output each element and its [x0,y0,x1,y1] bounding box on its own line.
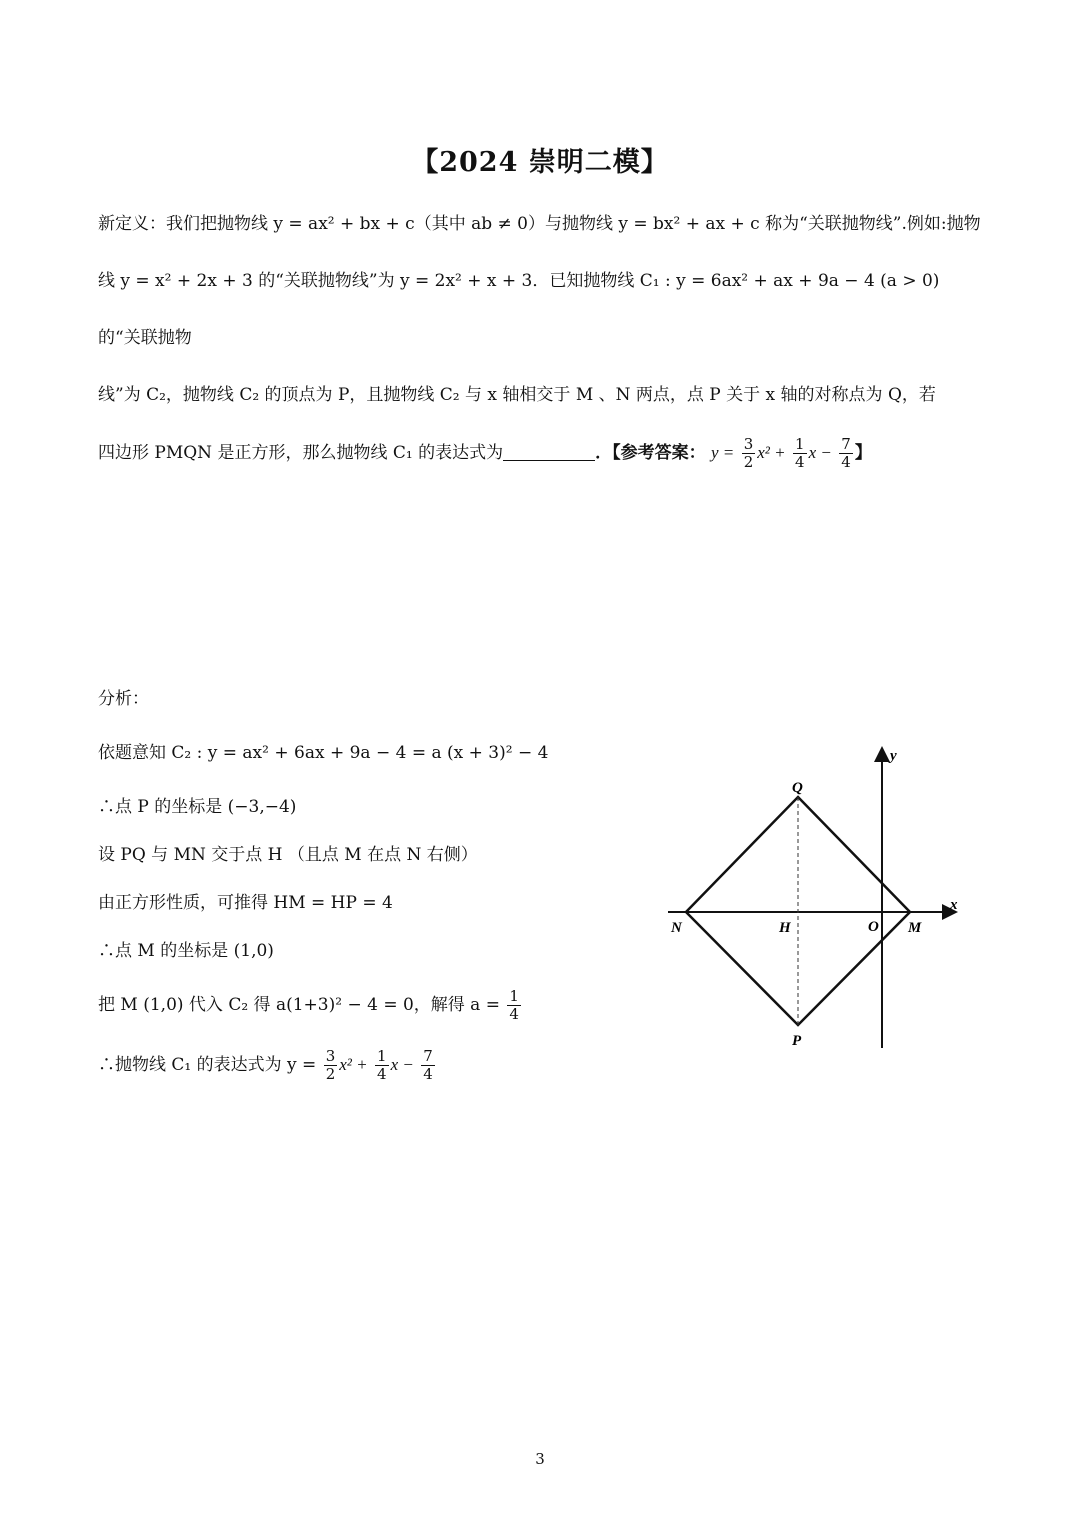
fraction-numerator: 3 [743,435,754,453]
answer-blank [503,442,595,461]
answer-mid-2: x − [808,443,832,462]
fraction-denominator: 4 [509,1005,519,1023]
analysis-line-5: ∴点 M 的坐标是 (1,0) [98,941,274,961]
label-m: M [908,920,922,936]
page-number: 3 [535,1450,545,1468]
fraction-denominator: 4 [423,1065,433,1083]
answer-mid: x² + [757,443,786,462]
label-x: x [950,897,958,913]
analysis-line-7-text: ∴抛物线 C₁ 的表达式为 y = [98,1055,317,1075]
analysis-fraction-3 [421,1048,435,1083]
fraction-denominator: 4 [795,453,805,471]
analysis-line-7-mid: x² + [339,1055,368,1074]
answer-fraction-3 [839,436,853,471]
fraction-numerator: 1 [795,435,805,453]
square-diagram [660,740,980,1060]
fraction-numerator: 1 [509,987,519,1005]
analysis-line-2: ∴点 P 的坐标是 (−3,−4) [98,797,297,817]
problem-line-4-text: 四边形 PMQN 是正方形，那么抛物线 C₁ 的表达式为 [98,443,504,463]
answer-prefix: y = [711,443,735,462]
fraction-numerator: 1 [377,1047,387,1065]
label-p: P [792,1033,802,1049]
answer-fraction-1 [742,436,756,471]
fraction-denominator: 2 [325,1065,336,1083]
analysis-section [98,675,658,1095]
label-n: N [671,920,682,936]
problem-line-3: 线”为 C₂，抛物线 C₂ 的顶点为 P，且抛物线 C₂ 与 x 轴相交于 M 、N 两点，点 P 关于 x 轴的对称点为 Q，若 [98,385,936,405]
analysis-fraction-a [507,988,521,1023]
analysis-line-6 [98,975,658,1035]
analysis-line-7-mid-2: x − [390,1055,414,1074]
analysis-fraction-2 [375,1048,389,1083]
analysis-heading: 分析： [98,689,149,709]
analysis-line-4: 由正方形性质，可推得 HM = HP = 4 [98,893,393,913]
problem-line-1: 新定义：我们把抛物线 y = ax² + bx + c（其中 ab ≠ 0）与抛物线 y = bx² + ax + c 称为“关联抛物线”.例如:抛物 [98,214,981,234]
answer-end: 】 [854,443,872,463]
fraction-denominator: 4 [841,453,851,471]
fraction-numerator: 7 [841,435,851,453]
answer-fraction-2 [793,436,807,471]
label-q: Q [792,780,803,796]
fraction-numerator: 7 [423,1047,433,1065]
analysis-line-3: 设 PQ 与 MN 交于点 H （且点 M 在点 N 右侧） [98,845,478,865]
fraction-denominator: 4 [377,1065,387,1083]
answer-label: ．【参考答案： [595,443,706,463]
problem-line-4 [98,424,982,482]
analysis-line-6-text: 把 M (1,0) 代入 C₂ 得 a(1+3)² − 4 = 0，解得 a = [98,995,500,1015]
analysis-line-7 [98,1035,658,1095]
label-y: y [890,748,897,764]
label-h: H [779,920,791,936]
analysis-line-1: 依题意知 C₂ : y = ax² + 6ax + 9a − 4 = a (x + 3)² − 4 [98,743,549,763]
analysis-fraction-1 [324,1048,338,1083]
fraction-numerator: 3 [325,1047,336,1065]
problem-statement [98,196,982,482]
page-title: 【2024 崇明二模】 [411,147,669,178]
label-o: O [868,919,879,935]
problem-line-2: 线 y = x² + 2x + 3 的“关联抛物线”为 y = 2x² + x + 3．已知抛物线 C₁ : y = 6ax² + ax + 9a − 4 (a > 0) 的“关联抛物 [98,271,940,348]
fraction-denominator: 2 [743,453,754,471]
